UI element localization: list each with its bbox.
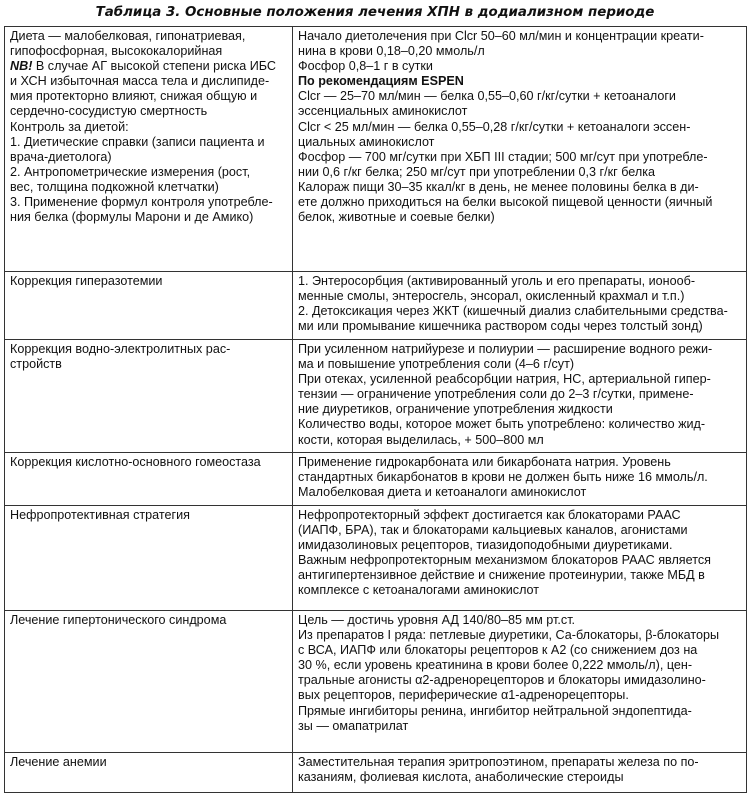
text-line: циальных аминокислот <box>298 134 435 149</box>
text-line: Прямые ингибиторы ренина, ингибитор нейтральной эндопептида- <box>298 703 692 718</box>
table-row <box>5 611 747 753</box>
table-row <box>5 506 747 611</box>
text-line: эссенциальных аминокислот <box>298 104 468 119</box>
text-line: гипофосфорная, высококалорийная <box>10 44 223 59</box>
text-line: сердечно-сосудистую смертность <box>10 104 208 119</box>
text-line: антигипертензивное действие и снижение протеинурии, также МБД в <box>298 568 705 583</box>
text-line: стандартных бикарбонатов в крови не должен быть ниже 16 ммоль/л. <box>298 470 708 485</box>
table-cell-topic <box>5 340 293 453</box>
text-line: Цель — достичь уровня АД 140/80–85 мм рт.ст. <box>298 613 576 627</box>
table-caption: Таблица 3. Основные положения лечения ХПН в додиализном периоде <box>95 5 655 20</box>
table-row <box>5 340 747 453</box>
text-line <box>10 59 288 74</box>
text-line: Лечение анемии <box>10 755 107 769</box>
text-line: кости, которая выделилась, + 500–800 мл <box>298 432 544 447</box>
table-cell-details <box>293 506 747 611</box>
text-line: белок, животные и соевые белки) <box>298 210 495 225</box>
text-line: Применение гидрокарбоната или бикарбоната натрия. Уровень <box>298 455 671 469</box>
text-line: ние диуретиков, ограничение употребления жидкости <box>298 402 613 417</box>
text-line: Лечение гипертонического синдрома <box>10 613 227 627</box>
table-cell-details <box>293 611 747 753</box>
table-row <box>5 272 747 340</box>
text-line: нина в крови 0,18–0,20 ммоль/л <box>298 44 485 59</box>
text-line: зы — омапатрилат <box>298 718 409 733</box>
text-line: Коррекция водно-электролитных рас- <box>10 342 231 356</box>
table-row <box>5 453 747 506</box>
table-cell-topic <box>5 506 293 611</box>
text-line: 30 %, если уровень креатинина в крови более 0,222 ммоль/л), цен- <box>298 658 693 673</box>
treatment-table <box>4 26 747 793</box>
text-line: Количество воды, которое может быть употреблено: количество жид- <box>298 417 706 432</box>
text-line: имидазолиновых рецепторов, тиазидоподобными диуретиками. <box>298 538 673 553</box>
text-line: с ВСА, ИАПФ или блокаторы рецепторов к А2 (со снижением доз на <box>298 643 698 658</box>
text-line: менные смолы, энтеросгель, энсорал, окисленный крахмал и т.п.) <box>298 289 685 304</box>
text-line: 1. Диетические справки (записи пациента и <box>10 134 265 149</box>
text-line: 1. Энтеросорбция (активированный уголь и его препараты, ионооб- <box>298 274 696 288</box>
text-line: Диета — малобелковая, гипонатриевая, <box>10 29 246 43</box>
text-line: тензии — ограничение употребления соли до 2–3 г/сутки, примене- <box>298 387 694 402</box>
table-cell-topic <box>5 272 293 340</box>
text-line: Нефропротективная стратегия <box>10 508 190 522</box>
text-line: мия протекторно влияют, снижая общую и <box>10 89 258 104</box>
text-line: Фосфор 0,8–1 г в сутки <box>298 59 433 74</box>
text-line: При усиленном натрийурезе и полиурии — расширение водного режи- <box>298 342 713 356</box>
text-line: тральные агонисты α2-адренорецепторов и блокаторы имидазолино- <box>298 673 706 688</box>
text-line: Заместительная терапия эритропоэтином, препараты железа по по- <box>298 755 699 769</box>
text-line: вых рецепторов, периферические α1-адренорецепторы. <box>298 688 629 703</box>
table-row <box>5 27 747 272</box>
text-line: ма и повышение употребления соли (4–6 г/сут) <box>298 357 575 372</box>
table-cell-topic <box>5 453 293 506</box>
text-line: ния белка (формулы Марони и де Амико) <box>10 210 254 225</box>
table-cell-details <box>293 753 747 793</box>
text-line: 2. Детоксикация через ЖКТ (кишечный диализ слабительными средства- <box>298 304 728 319</box>
text-line: Коррекция кислотно-основного гомеостаза <box>10 455 261 469</box>
text-line: Начало диетолечения при Clcr 50–60 мл/мин и концентрации креати- <box>298 29 704 43</box>
text-line: При отеках, усиленной реабсорбции натрия, НС, артериальной гипер- <box>298 372 711 387</box>
text-line: и ХСН избыточная масса тела и дислипиде- <box>10 74 270 89</box>
text-line: Clcr < 25 мл/мин — белка 0,55–0,28 г/кг/сутки + кетоаналоги эссен- <box>298 119 691 134</box>
text-line: врача-диетолога) <box>10 149 112 164</box>
table-cell-details <box>293 272 747 340</box>
text-line: вес, толщина подкожной клетчатки) <box>10 179 219 194</box>
table-cell-topic <box>5 611 293 753</box>
text-line: 2. Антропометрические измерения (рост, <box>10 164 251 179</box>
text-line: 3. Применение формул контроля употребле- <box>10 195 273 210</box>
text-line: ми или промывание кишечника раствором соды через толстый зонд) <box>298 319 703 334</box>
text-line: Фосфор — 700 мг/сутки при ХБП III стадии; 500 мг/сут при употребле- <box>298 149 708 164</box>
text-line: Калораж пищи 30–35 ккал/кг в день, не менее половины белка в ди- <box>298 179 699 194</box>
text-line: Коррекция гиперазотемии <box>10 274 163 288</box>
text-line: казаниям, фолиевая кислота, анаболические стероиды <box>298 770 624 785</box>
text-line: Контроль за диетой: <box>10 119 129 134</box>
text-line: (ИАПФ, БРА), так и блокаторами кальциевых каналов, агонистами <box>298 523 688 538</box>
table-cell-details <box>293 340 747 453</box>
table-cell-details <box>293 27 747 272</box>
table-cell-details <box>293 453 747 506</box>
treatment-table-body <box>5 27 747 793</box>
text-line: Малобелковая диета и кетоаналоги аминокислот <box>298 485 587 500</box>
text-segment: В случае АГ высокой степени риска ИБС <box>32 59 277 74</box>
table-cell-topic <box>5 753 293 793</box>
table-row <box>5 753 747 793</box>
nota-bene-mark: NB! <box>10 59 33 74</box>
text-line: нии 0,6 г/кг белка; 250 мг/сут при употреблении 0,3 г/кг белка <box>298 164 655 179</box>
text-line: Нефропротекторный эффект достигается как блокаторами РААС <box>298 508 681 522</box>
text-line: ете должно приходиться на белки высокой пищевой ценности (яичный <box>298 195 713 210</box>
text-line: стройств <box>10 357 62 372</box>
text-line: Из препаратов I ряда: петлевые диуретики, Са-блокаторы, β-блокаторы <box>298 628 720 643</box>
text-line: Важным нефропротекторным механизмом блокаторов РААС является <box>298 553 711 568</box>
text-line: По рекомендациям ESPEN <box>298 74 464 89</box>
text-line: комплексе с кетоаналогами аминокислот <box>298 583 540 598</box>
table-cell-topic <box>5 27 293 272</box>
text-line: Clcr — 25–70 мл/мин — белка 0,55–0,60 г/кг/сутки + кетоаналоги <box>298 89 676 104</box>
